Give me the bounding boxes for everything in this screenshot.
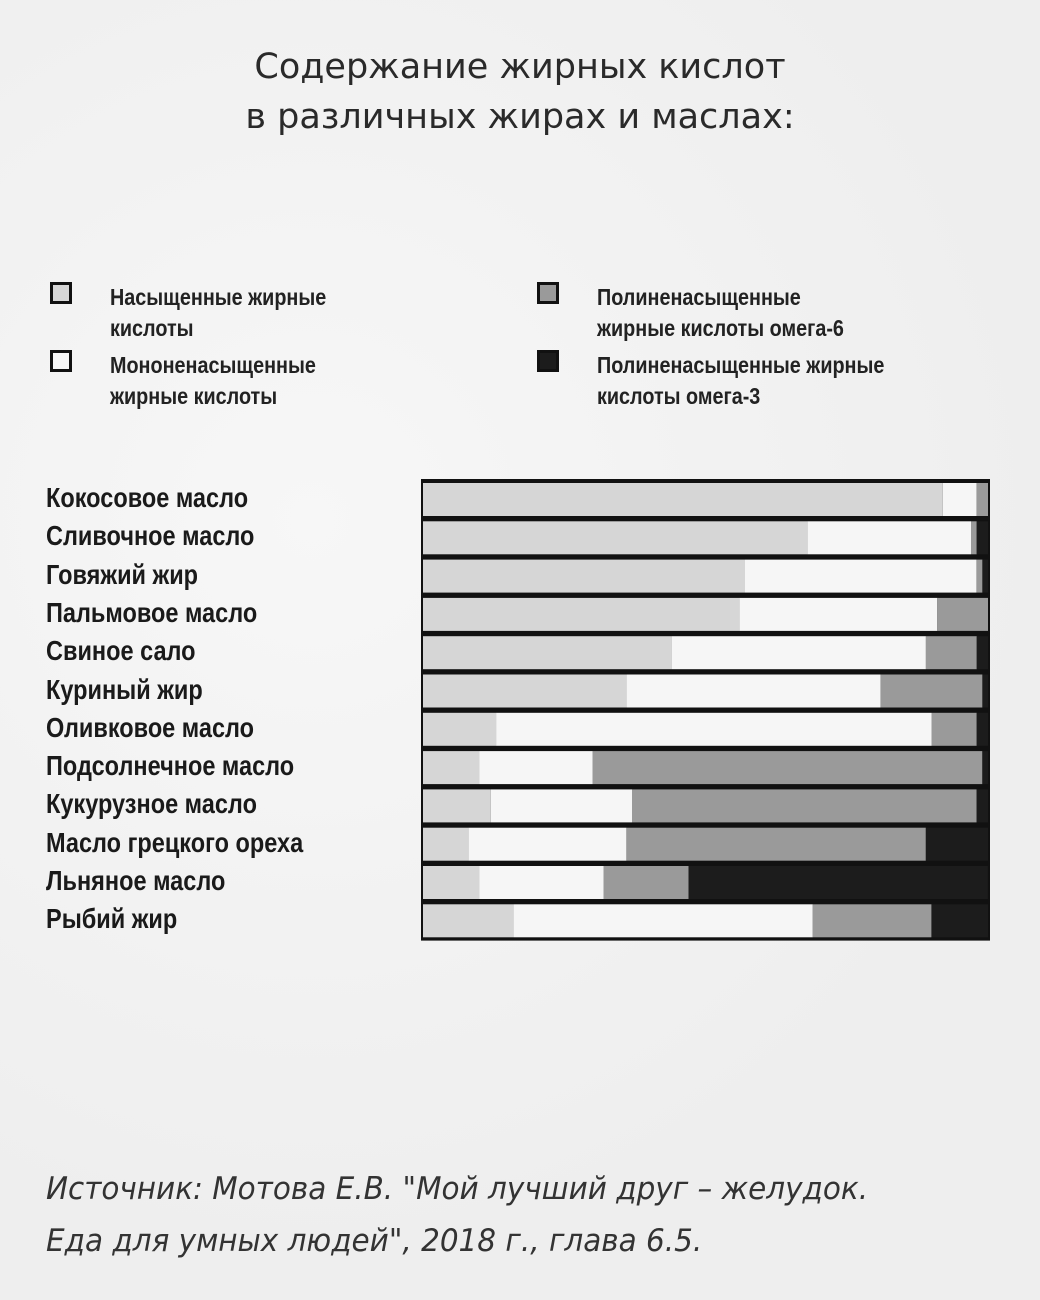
category-label-10: Масло грецкого ореха [46, 826, 304, 858]
bar-segment-omega6-row-10 [626, 828, 925, 861]
bar-segment-omega6-row-12 [813, 904, 932, 937]
bar-segment-monounsaturated-row-4 [739, 598, 937, 631]
bar-segment-omega6-row-6 [881, 675, 983, 708]
bar-segment-saturated-row-4 [423, 598, 739, 631]
category-label-2: Сливочное масло [46, 520, 255, 552]
bar-segment-saturated-row-7 [423, 713, 497, 746]
bar-segment-omega3-row-8 [982, 751, 988, 784]
bar-segment-omega6-row-11 [604, 866, 689, 899]
bar-segment-omega6-row-3 [977, 560, 983, 593]
bar-segment-omega6-row-7 [932, 713, 977, 746]
bar-segment-omega3-row-9 [977, 789, 988, 822]
bar-segment-omega6-row-8 [593, 751, 983, 784]
chart-title-line-2: в различных жирах и маслах: [245, 97, 795, 137]
category-label-6: Куриный жир [46, 673, 203, 705]
bar-segment-monounsaturated-row-9 [491, 789, 632, 822]
bar-segment-omega3-row-11 [689, 866, 988, 899]
bar-segment-saturated-row-5 [423, 636, 672, 669]
bar-segment-omega3-row-2 [977, 521, 988, 554]
legend-label-monounsaturated: Мононенасыщенные жирные кислоты [110, 352, 316, 409]
legend-label-saturated: Насыщенные жирные кислоты [110, 284, 327, 341]
bar-segment-saturated-row-1 [423, 483, 943, 516]
bar-segment-saturated-row-11 [423, 866, 480, 899]
bar-segment-saturated-row-9 [423, 789, 491, 822]
bar-segment-monounsaturated-row-1 [943, 483, 977, 516]
bar-segment-monounsaturated-row-5 [672, 636, 926, 669]
bar-segment-monounsaturated-row-10 [468, 828, 626, 861]
bar-segment-omega6-row-4 [937, 598, 988, 631]
category-label-1: Кокосовое масло [46, 482, 249, 513]
category-label-7: Оливковое масло [46, 711, 255, 743]
bar-segment-monounsaturated-row-8 [480, 751, 593, 784]
bar-segment-omega6-row-1 [977, 483, 988, 516]
category-label-3: Говяжий жир [46, 558, 199, 590]
source-line-2: Еда для умных людей", 2018 г., глава 6.5. [46, 1223, 703, 1259]
legend-label-omega6: Полиненасыщенные жирные кислоты омега-6 [597, 284, 844, 341]
source-line-1: Источник: Мотова Е.В. "Мой лучший друг – желудок. [46, 1171, 869, 1207]
bar-segment-omega6-row-5 [926, 636, 977, 669]
category-label-8: Подсолнечное масло [46, 750, 295, 782]
bar-segment-monounsaturated-row-11 [480, 866, 604, 899]
source-note [46, 1163, 1026, 1267]
category-label-4: Пальмовое масло [46, 596, 258, 628]
bar-segment-omega3-row-6 [982, 675, 988, 708]
bar-segment-saturated-row-2 [423, 521, 807, 554]
bar-segment-monounsaturated-row-2 [807, 521, 971, 554]
bar-segment-monounsaturated-row-6 [626, 675, 880, 708]
legend-label-omega3: Полиненасыщенные жирные кислоты омега-3 [597, 352, 885, 409]
bar-segment-saturated-row-12 [423, 904, 513, 937]
category-label-11: Льняное масло [46, 865, 226, 896]
bar-segment-omega6-row-9 [632, 789, 977, 822]
bar-segment-omega6-row-2 [971, 521, 977, 554]
category-label-5: Свиное сало [46, 635, 196, 667]
bar-segment-saturated-row-8 [423, 751, 480, 784]
category-label-12: Рыбий жир [46, 903, 178, 935]
bar-segment-omega3-row-5 [977, 636, 988, 669]
bar-segment-omega3-row-3 [982, 560, 988, 593]
bar-segment-monounsaturated-row-12 [513, 904, 812, 937]
bar-segment-omega3-row-7 [977, 713, 988, 746]
bar-segment-omega3-row-12 [932, 904, 989, 937]
bar-segment-monounsaturated-row-7 [496, 713, 931, 746]
bar-segment-monounsaturated-row-3 [745, 560, 977, 593]
bar-segment-saturated-row-10 [423, 828, 468, 861]
bar-segment-saturated-row-3 [423, 560, 745, 593]
category-label-9: Кукурузное масло [46, 788, 257, 820]
bar-segment-saturated-row-6 [423, 675, 626, 708]
chart-title-line-1: Содержание жирных кислот [254, 47, 786, 87]
bar-segment-omega3-row-10 [926, 828, 988, 861]
